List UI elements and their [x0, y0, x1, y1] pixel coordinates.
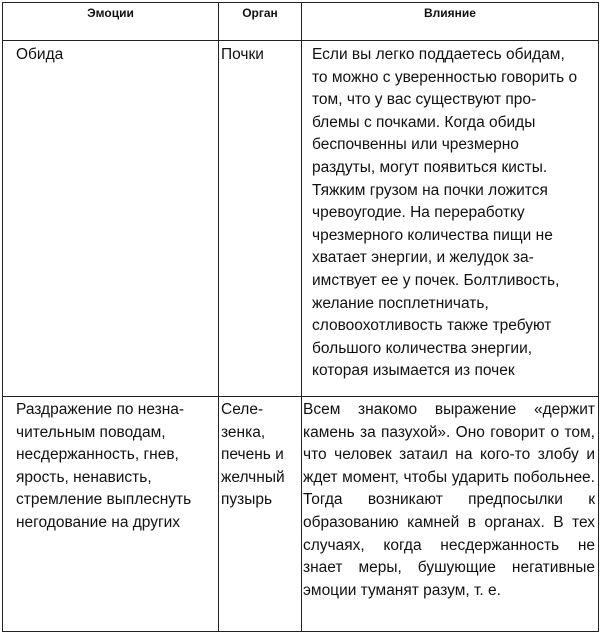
header-organ: Орган — [219, 3, 302, 41]
table-header-row — [3, 3, 599, 41]
table-row — [3, 41, 599, 397]
organ-text: Почки — [221, 46, 264, 63]
organ-cell — [219, 41, 302, 397]
effect-text: Если вы легко поддаетесь обидам, то можно с уверенностью говорить о том, что у вас существуют про- блемы с почками. Когда обиды беспочвенны или чрезмерно раздуты, могут появиться кисты. Тяжким грузом на почки ложится чревоугодие. На переработку чрезмерного количества пищи не хватает энергии, и желудок за- имствует ее у почек. Болтливость, желание посплетничать, словоохотливость также требуют большого количества энергии, которая изымается из почек — [312, 46, 578, 380]
header-effect: Влияние — [302, 3, 599, 41]
emotion-cell — [3, 397, 219, 632]
table-row — [3, 397, 599, 632]
effect-text: Всем знакомо выражение «держит камень за пазухой». Оно говорит о том, что человек затаил на кого-то злобу и ждет момент, чтобы ударить побольнее. Тогда возникают предпосылки к образованию камней в органах. В тех случаях, когда несдержанность не знает меры, бушующие негативные эмоции туманят разум, т. е. — [303, 401, 595, 599]
emotion-text: Раздражение по незна- чительным поводам, несдержанность, гнев, ярость, ненависть, стремление выплеснуть негодование на других — [16, 401, 192, 531]
emotion-text: Обида — [16, 46, 64, 63]
effect-cell — [302, 397, 599, 632]
organ-text: Селе- зенка, печень и желчный пузырь — [221, 401, 285, 509]
header-emotions: Эмоции — [3, 3, 219, 41]
effect-cell — [302, 41, 599, 397]
emotion-cell — [3, 41, 219, 397]
organ-cell — [219, 397, 302, 632]
emotions-organs-table — [2, 2, 599, 632]
